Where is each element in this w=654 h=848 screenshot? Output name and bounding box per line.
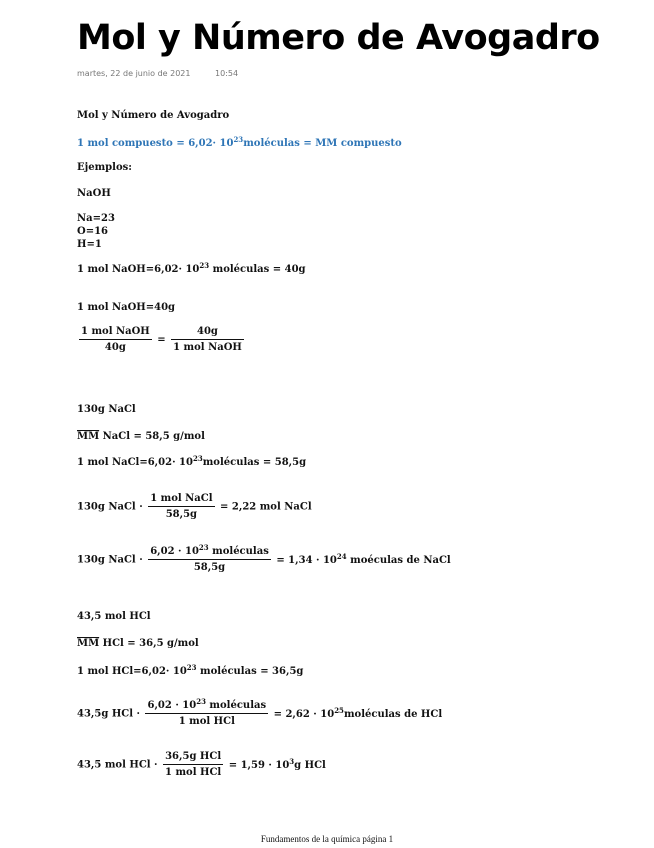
result-unit: moléculas de HCl bbox=[343, 708, 443, 720]
page-title: Mol y Número de Avogadro bbox=[77, 18, 600, 58]
page-time: 10:54 bbox=[215, 69, 239, 78]
fraction-numerator: 1 mol NaOH bbox=[79, 326, 152, 340]
hcl-molar-mass-value: HCl = 36,5 g/mol bbox=[99, 638, 199, 649]
section-subtitle: Mol y Número de Avogadro bbox=[77, 110, 230, 121]
nacl-calc2-fraction bbox=[148, 543, 271, 574]
fraction-denominator: 58,5g bbox=[193, 562, 226, 573]
numerator-exponent: 23 bbox=[198, 543, 209, 552]
calc-prefix: 43,5g HCl · bbox=[77, 708, 140, 720]
naoh-formula: NaOH bbox=[77, 188, 111, 199]
numerator-unit: moléculas bbox=[208, 546, 269, 557]
naoh-eq1-rhs: moléculas = 40g bbox=[209, 264, 306, 275]
calc-prefix: 130g NaCl · bbox=[77, 554, 143, 566]
calc-prefix: 43,5 mol HCl · bbox=[77, 759, 158, 771]
molar-mass-symbol: $\overline{MM}$ bbox=[77, 638, 100, 649]
molar-mass-symbol: $\overline{MM}$ bbox=[77, 431, 100, 442]
naoh-equation-1 bbox=[77, 261, 306, 276]
fraction-denominator: 1 mol NaOH bbox=[173, 342, 242, 353]
definition-exponent: 23 bbox=[233, 135, 244, 144]
numerator-unit: moléculas bbox=[205, 700, 267, 711]
result-coefficient: = 2,62 · 10 bbox=[273, 708, 335, 720]
examples-label: Ejemplos: bbox=[77, 162, 132, 173]
result-unit: moéculas de NaCl bbox=[346, 554, 451, 566]
naoh-mass-na: Na=23 bbox=[77, 213, 115, 224]
numerator-coefficient: 6,02 · 10 bbox=[150, 546, 199, 557]
nacl-calc1-fraction bbox=[148, 493, 214, 521]
hcl-molar-mass bbox=[77, 638, 199, 650]
nacl-calc-1 bbox=[77, 493, 312, 521]
naoh-conversion-factors bbox=[77, 326, 246, 354]
hcl-calc2-fraction bbox=[163, 751, 223, 779]
hcl-eq1-lhs: 1 mol HCl=6,02· 10 bbox=[77, 666, 187, 677]
hcl-calc-2 bbox=[77, 751, 326, 779]
page-meta bbox=[77, 69, 238, 78]
page-date: martes, 22 de junio de 2021 bbox=[77, 69, 191, 78]
fraction-denominator: 1 mol HCl bbox=[178, 716, 235, 727]
calc-result bbox=[228, 756, 326, 771]
hcl-calc-1 bbox=[77, 697, 443, 728]
hcl-given: 43,5 mol HCl bbox=[77, 611, 151, 622]
definition-line bbox=[77, 135, 402, 150]
naoh-mass-o: O=16 bbox=[77, 226, 109, 237]
naoh-equation-2: 1 mol NaOH=40g bbox=[77, 302, 176, 313]
calc-result bbox=[273, 705, 443, 720]
hcl-calc1-fraction bbox=[145, 697, 268, 728]
fraction-numerator: 40g bbox=[171, 326, 244, 340]
nacl-eq1-exponent: 23 bbox=[192, 454, 203, 463]
calc-result bbox=[276, 551, 451, 566]
numerator-exponent: 23 bbox=[196, 697, 206, 706]
hcl-equation-1 bbox=[77, 663, 304, 678]
nacl-molar-mass-value: NaCl = 58,5 g/mol bbox=[99, 431, 205, 442]
numerator-coefficient: 6,02 · 10 bbox=[147, 700, 197, 711]
calc-prefix: 130g NaCl · bbox=[77, 501, 143, 513]
fraction-numerator: 36,5g HCl bbox=[163, 751, 223, 765]
definition-rhs: moléculas = MM compuesto bbox=[243, 138, 402, 149]
calc-result: = 2,22 mol NaCl bbox=[220, 501, 312, 513]
fraction-denominator: 1 mol HCl bbox=[165, 767, 222, 778]
result-exponent: 3 bbox=[289, 756, 295, 766]
nacl-equation-1 bbox=[77, 454, 307, 469]
equals-sign: = bbox=[157, 334, 166, 346]
result-exponent: 25 bbox=[334, 705, 344, 715]
naoh-fraction-right bbox=[171, 326, 244, 354]
hcl-eq1-exponent: 23 bbox=[186, 663, 197, 672]
fraction-numerator: 1 mol NaCl bbox=[148, 493, 214, 507]
nacl-eq1-rhs: moléculas = 58,5g bbox=[202, 457, 307, 468]
result-unit: g HCl bbox=[294, 759, 326, 771]
naoh-fraction-left bbox=[79, 326, 152, 354]
hcl-eq1-rhs: moléculas = 36,5g bbox=[196, 666, 304, 677]
fraction-numerator bbox=[145, 697, 268, 714]
page-footer: Fundamentos de la química página 1 bbox=[260, 834, 394, 844]
nacl-given: 130g NaCl bbox=[77, 404, 136, 415]
nacl-calc-2 bbox=[77, 543, 451, 574]
naoh-eq1-lhs: 1 mol NaOH=6,02· 10 bbox=[77, 264, 200, 275]
definition-lhs: 1 mol compuesto = 6,02· 10 bbox=[77, 138, 234, 149]
naoh-mass-h: H=1 bbox=[77, 239, 102, 250]
result-coefficient: = 1,34 · 10 bbox=[276, 554, 337, 566]
nacl-eq1-lhs: 1 mol NaCl=6,02· 10 bbox=[77, 457, 193, 468]
naoh-eq1-exponent: 23 bbox=[199, 261, 210, 270]
fraction-denominator: 58,5g bbox=[165, 509, 198, 520]
fraction-denominator: 40g bbox=[104, 342, 126, 353]
fraction-numerator bbox=[148, 543, 271, 560]
nacl-molar-mass bbox=[77, 431, 205, 443]
result-coefficient: = 1,59 · 10 bbox=[228, 759, 290, 771]
result-exponent: 24 bbox=[336, 551, 347, 561]
